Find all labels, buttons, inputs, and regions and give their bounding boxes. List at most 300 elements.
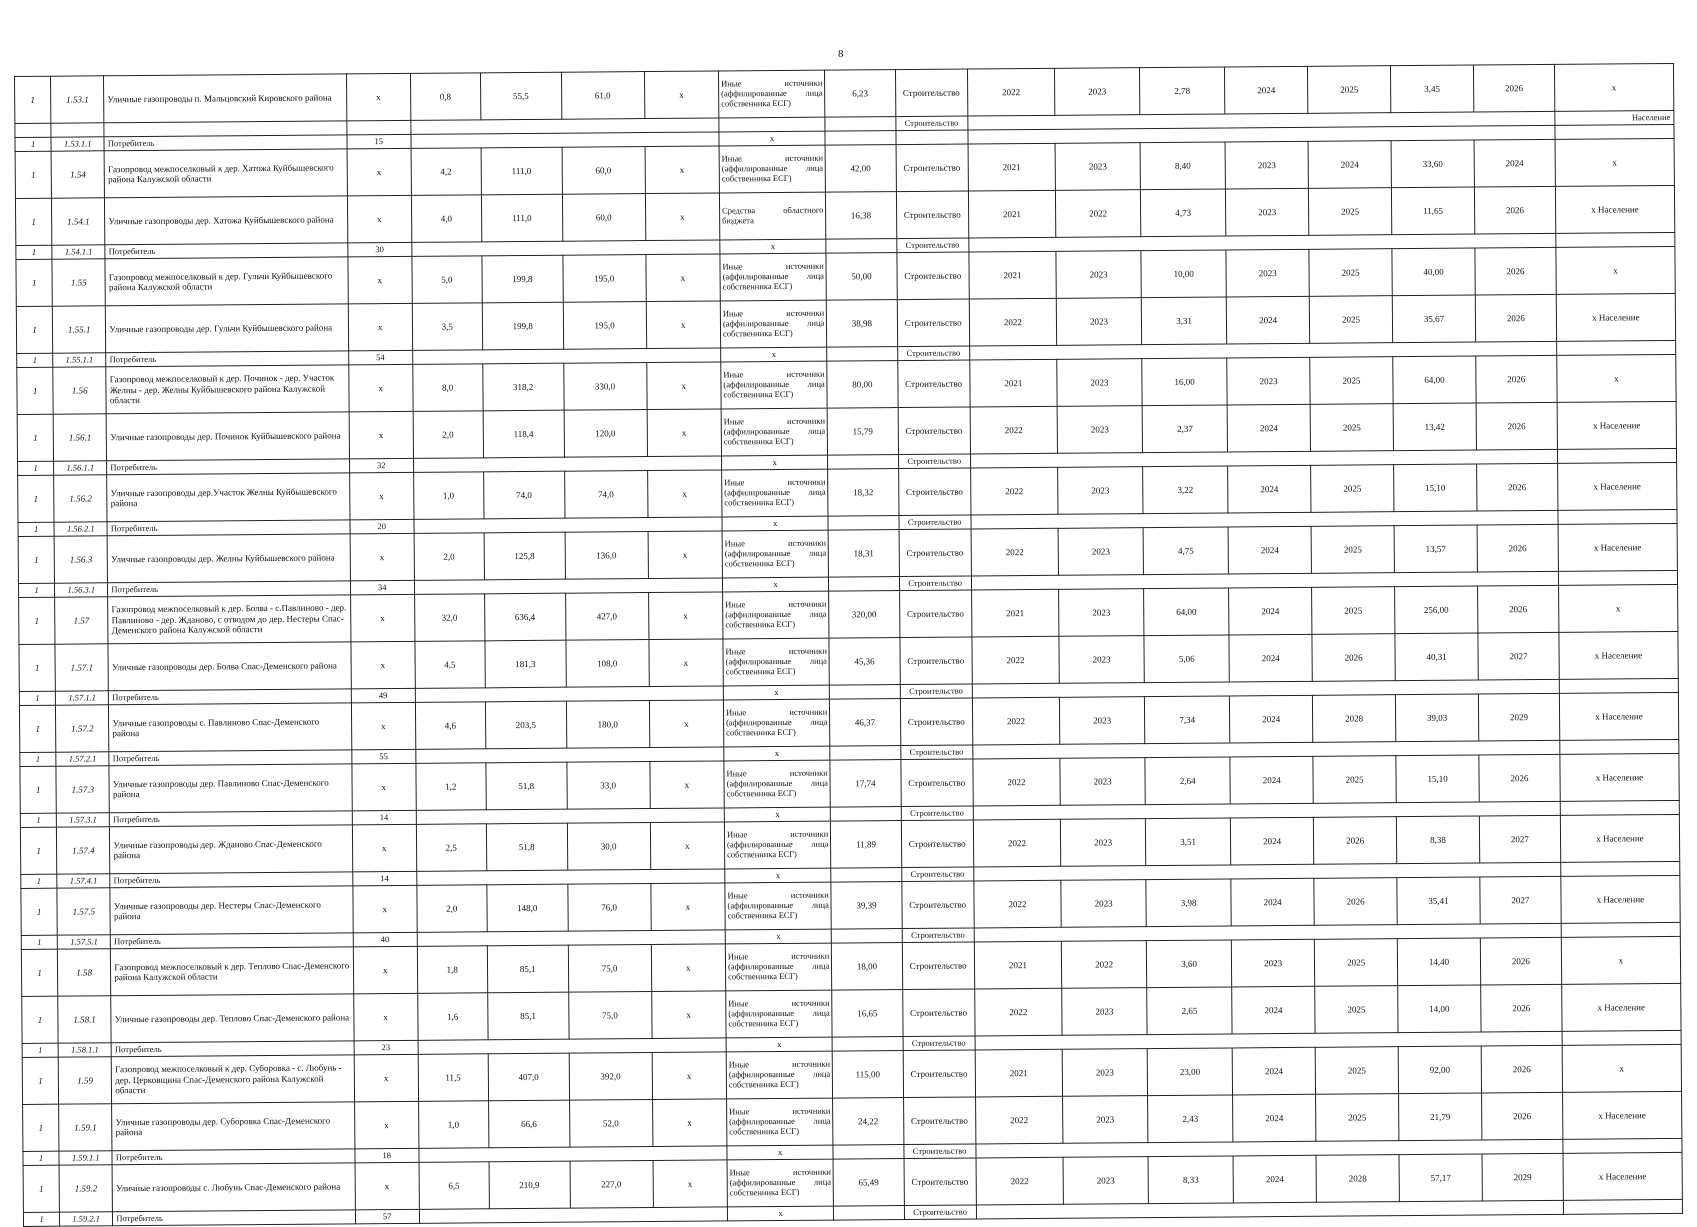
activity-type-cell: Строительство [901,820,974,868]
activity-type-cell: Строительство [901,806,973,821]
consumers-cell: x [347,148,411,195]
design-end-year-cell: 2023 [1060,758,1145,806]
design-cost-cell: 3,98 [1146,879,1231,927]
consumer-category-cell [1559,678,1678,693]
amount-cell: 18,00 [832,943,903,991]
capacity-cell: 195,0 [563,255,646,303]
page-number: 8 [838,48,844,60]
construction-cost-cell: 8,38 [1396,816,1479,864]
marker-cell: x [650,822,725,870]
construction-end-year-cell: 2028 [1312,695,1395,743]
object-name-cell: Уличные газопроводы дер. Суборовка Спас-Деменского района [112,1102,355,1151]
gas-volume-cell: 199,8 [482,255,563,303]
consumers-cell: x [352,763,416,810]
consumer-label-cell: Потребитель [108,581,351,597]
object-name-cell: Уличные газопроводы дер. Болва Спас-Деменского района [108,642,351,691]
item-number-cell: 1.57.2 [56,705,110,752]
marker-cell: x [648,639,723,687]
level-cell: 1 [20,752,56,766]
construction-cost-cell: 57,17 [1399,1154,1482,1202]
marker-cell: x [724,746,830,761]
commissioning-year-cell: 2026 [1476,355,1557,403]
consumer-count-cell: 57 [355,1209,419,1224]
design-cost-cell: 4,73 [1141,189,1226,237]
amount-cell: 45,36 [829,638,900,686]
consumer-label-cell: Потребитель [104,135,347,151]
design-cost-cell: 8,40 [1140,142,1225,190]
item-number-cell: 1.53.1 [51,76,105,123]
consumer-count-cell: 40 [353,932,417,947]
empty-cell [825,117,895,132]
consumer-category-cell [1560,739,1679,754]
marker-cell: x [651,991,726,1039]
capacity-cell: 427,0 [565,593,648,641]
level-cell: 1 [17,353,53,367]
funding-source-cell: Иные источники (аффилированные лица собственника ЕСГ) [725,882,832,930]
length-cell: 4,6 [415,702,486,750]
item-number-cell: 1.58 [58,949,112,996]
construction-end-year-cell: 2025 [1309,188,1392,236]
construction-cost-cell: 33,60 [1391,140,1474,188]
consumer-label-cell: Потребитель [113,1210,356,1226]
construction-end-year-cell: 2025 [1309,249,1392,297]
item-number-cell: 1.56.1 [53,414,107,461]
marker-cell: x [645,254,720,302]
design-cost-cell: 2,43 [1148,1095,1233,1143]
marker-cell: x [725,868,831,883]
consumer-category-cell: x Население [1559,692,1679,740]
consumers-cell: x [349,411,413,458]
item-number-cell: 1.57.4.1 [57,874,110,888]
gas-volume-cell: 85,1 [487,992,568,1040]
empty-cell [826,239,896,254]
marker-cell [719,117,825,132]
consumers-cell: x [354,993,418,1040]
capacity-cell: 195,0 [563,302,646,350]
gas-volume-cell: 111,0 [481,194,562,242]
marker-cell: x [651,944,726,992]
funding-source-cell: Иные источники (аффилированные лица собственника ЕСГ) [721,408,828,456]
consumer-count-cell: 30 [348,242,412,257]
item-number-cell: 1.57 [55,597,109,644]
capacity-cell: 60,0 [562,194,645,242]
empty-cell [833,1145,903,1160]
level-cell: 1 [18,475,55,522]
level-cell: 1 [20,766,57,813]
construction-start-year-cell: 2023 [1226,188,1309,236]
design-end-year-cell: 2023 [1059,636,1144,684]
funding-source-cell: Иные источники (аффилированные лица собственника ЕСГ) [724,760,831,808]
construction-start-year-cell: 2024 [1227,404,1310,452]
start-year-cell: 2022 [972,697,1060,745]
marker-cell: x [649,700,724,748]
consumer-label-cell: Потребитель [107,520,350,536]
item-number-cell: 1.55.1 [52,306,106,353]
object-name-cell: Газопровод межпоселковый к дер. Суборовка - с. Любунь - дер. Церковщина Спас-Деменского района Калужской области [112,1055,355,1104]
design-cost-cell: 10,00 [1141,250,1226,298]
activity-type-cell: Строительство [896,238,968,253]
consumer-count-cell: 14 [352,810,416,825]
construction-start-year-cell: 2023 [1226,249,1309,297]
activity-type-cell: Строительство [896,252,969,300]
capacity-cell: 61,0 [561,72,644,120]
start-year-cell: 2022 [975,988,1063,1036]
length-cell: 4,5 [415,641,486,689]
commissioning-year-cell: 2026 [1478,585,1559,633]
design-end-year-cell: 2022 [1061,941,1146,989]
funding-source-cell: Иные источники (аффилированные лица собственника ЕСГ) [723,591,830,639]
design-end-year-cell: 2023 [1061,880,1146,928]
consumer-count-cell: 18 [355,1148,419,1163]
item-number-cell: 1.58.1 [58,996,112,1043]
commissioning-year-cell: 2024 [1474,139,1555,187]
consumers-cell: x [347,195,411,242]
design-cost-cell: 2,37 [1142,405,1227,453]
activity-type-cell: Строительство [898,407,971,455]
construction-start-year-cell: 2024 [1229,634,1312,682]
capacity-cell: 33,0 [567,762,650,810]
consumer-count-cell: 15 [347,134,411,149]
start-year-cell: 2022 [970,406,1058,454]
object-name-cell: Уличные газопроводы дер. Нестеры Спас-Деменского района [110,886,353,935]
activity-type-cell: Строительство [903,1050,976,1098]
object-name-cell: Газопровод межпоселковый к дер. Теплово Спас-Деменского района Калужской области [111,947,354,996]
object-name-cell: Газопровод межпоселковый к дер. Починок - дер. Участок Желны - дер. Желны Куйбышевского района Калужской области [106,365,349,414]
item-number-cell: 1.57.5.1 [57,935,110,949]
gas-volume-cell: 55,5 [480,72,561,120]
consumer-category-cell [1563,1138,1682,1153]
length-cell: 32,0 [414,594,485,642]
design-cost-cell: 7,34 [1144,696,1229,744]
consumers-cell: x [348,303,412,350]
funding-source-cell: Иные источники (аффилированные лица собственника ЕСГ) [722,530,829,578]
level-cell: 1 [21,888,58,935]
marker-cell: x [648,531,723,579]
item-number-cell: 1.55 [52,259,106,306]
empty-cell [827,347,897,362]
start-year-cell: 2022 [971,528,1059,576]
design-end-year-cell: 2023 [1054,68,1139,116]
amount-cell: 11,89 [831,821,902,869]
design-cost-cell: 16,00 [1142,358,1227,406]
design-end-year-cell: 2023 [1057,406,1142,454]
object-name-cell: Уличные газопроводы дер. Жданово Спас-Деменского района [110,825,353,874]
length-cell: 1,0 [413,472,484,520]
design-cost-cell: 3,60 [1146,940,1231,988]
consumer-category-cell [1561,922,1680,937]
length-cell: 1,8 [417,946,488,994]
commissioning-year-cell: 2029 [1482,1153,1563,1201]
object-name-cell: Уличные газопроводы дер. Павлиново Спас-Деменского района [109,764,352,813]
gas-volume-cell: 210,9 [489,1161,570,1209]
marker-cell: x [646,362,721,410]
activity-type-cell: Строительство [900,759,973,807]
table-body [15,63,1683,1226]
construction-cost-cell: 35,41 [1397,877,1480,925]
activity-type-cell: Строительство [900,745,972,760]
length-cell: 2,0 [414,533,485,581]
start-year-cell: 2022 [972,636,1060,684]
consumer-category-cell: x [1556,246,1676,294]
construction-start-year-cell: 2024 [1228,526,1311,574]
start-year-cell: 2021 [970,359,1058,407]
amount-cell: 24,22 [833,1098,904,1146]
gas-volume-cell: 118,4 [483,410,564,458]
length-cell: 1,0 [418,1101,489,1149]
design-end-year-cell: 2023 [1063,1157,1148,1205]
level-cell: 1 [20,813,56,827]
empty-cell [830,685,900,700]
funding-source-cell: Иные источники (аффилированные лица собственника ЕСГ) [720,300,827,348]
amount-cell: 16,65 [832,990,903,1038]
marker-cell: x [646,301,721,349]
design-cost-cell: 2,78 [1140,67,1225,115]
design-cost-cell: 2,65 [1147,987,1232,1035]
item-number-cell: 1.56.2.1 [54,522,107,536]
gas-volume-cell: 85,1 [487,945,568,993]
object-name-cell: Газопровод межпоселковый к дер. Гульчи Куйбышевского района Калужской области [105,257,348,306]
activity-type-cell: Строительство [904,1205,976,1220]
construction-end-year-cell: 2025 [1312,587,1395,635]
construction-start-year-cell: 2024 [1232,1047,1315,1095]
design-end-year-cell: 2023 [1062,988,1147,1036]
level-cell: 1 [20,827,57,874]
length-cell: 3,5 [412,303,483,351]
gas-volume-cell: 66,6 [488,1100,569,1148]
consumers-cell: x [350,533,414,580]
level-cell: 1 [23,1212,59,1226]
consumer-label-cell: Потребитель [105,243,348,259]
item-number-cell: 1.58.1.1 [58,1043,111,1057]
activity-type-cell: Строительство [898,454,970,469]
activity-type-cell [895,130,967,145]
item-number-cell: 1.59 [58,1057,112,1104]
consumer-category-cell: x Население [1562,1091,1682,1139]
consumer-category-cell: x [1562,1044,1682,1092]
empty-cell [419,1207,727,1223]
construction-start-year-cell: 2024 [1226,296,1309,344]
gas-volume-cell: 148,0 [487,884,568,932]
item-number-cell: 1.57.3 [56,766,110,813]
gas-volume-cell: 407,0 [488,1053,569,1101]
marker-cell: x [653,1160,728,1208]
marker-cell: x [652,1099,727,1147]
construction-cost-cell: 14,40 [1397,938,1480,986]
gas-volume-cell: 51,8 [486,823,567,871]
activity-type-cell: Строительство [901,867,973,882]
consumer-count-cell: 23 [354,1040,418,1055]
level-cell: 1 [22,1043,58,1057]
consumers-cell: x [349,472,413,519]
construction-end-year-cell: 2028 [1316,1155,1399,1203]
marker-cell: x [719,131,825,146]
marker-cell: x [652,1052,727,1100]
construction-end-year-cell: 2026 [1312,634,1395,682]
funding-source-cell: Иные источники (аффилированные лица собственника ЕСГ) [719,145,826,193]
marker-cell: x [722,577,828,592]
amount-cell: 50,00 [826,253,897,301]
length-cell: 2,0 [416,885,487,933]
funding-source-cell: Иные источники (аффилированные лица собственника ЕСГ) [723,699,830,747]
consumers-cell: x [353,946,417,993]
activity-type-cell: Строительство [902,928,974,943]
design-cost-cell: 3,31 [1141,297,1226,345]
level-cell: 1 [23,1151,59,1165]
construction-cost-cell: 35,67 [1392,295,1475,343]
activity-type-cell: Строительство [902,989,975,1037]
amount-cell: 42,00 [825,145,896,193]
consumer-category-cell [1560,800,1679,815]
start-year-cell: 2021 [975,1049,1063,1097]
capacity-cell: 52,0 [569,1100,652,1148]
construction-start-year-cell: 2023 [1231,939,1314,987]
design-end-year-cell: 2023 [1059,589,1144,637]
marker-cell: x [722,516,828,531]
start-year-cell: 2022 [976,1157,1064,1205]
amount-cell: 6,23 [825,70,896,118]
consumer-category-cell [1556,340,1675,355]
design-cost-cell: 4,75 [1143,527,1228,575]
funding-source-cell: Иные источники (аффилированные лица собственника ЕСГ) [718,70,825,118]
construction-cost-cell: 39,03 [1395,694,1478,742]
level-cell: 1 [16,245,52,259]
gas-volume-cell: 199,8 [482,302,563,350]
construction-start-year-cell: 2024 [1230,695,1313,743]
consumer-count-cell: 54 [348,350,412,365]
construction-cost-cell: 40,00 [1392,248,1475,296]
construction-end-year-cell: 2025 [1311,465,1394,513]
marker-cell: x [720,239,826,254]
item-number-cell: 1.54 [51,151,105,198]
level-cell: 1 [22,1057,59,1104]
marker-cell: x [647,470,722,518]
length-cell: 11,5 [418,1054,489,1102]
commissioning-year-cell: 2026 [1476,402,1557,450]
consumer-category-cell [1556,232,1675,247]
consumer-count-cell: 55 [352,749,416,764]
construction-cost-cell: 14,00 [1398,985,1481,1033]
object-name-cell: Газопровод межпоселковый к дер. Болва - с.Павлиново - дер. Павлиново - дер. Жданово, с отводом до дер. Нестеры Спас-Деменского района Калужской области [108,595,351,644]
consumer-category-cell: x Население [1560,814,1680,862]
consumer-label-cell: Потребитель [109,750,352,766]
amount-cell: 17,74 [830,760,901,808]
funding-source-cell: Иные источники (аффилированные лица собственника ЕСГ) [722,469,829,517]
design-end-year-cell: 2023 [1058,528,1143,576]
item-number-cell: 1.54.1 [52,198,106,245]
level-cell: 1 [15,137,51,151]
consumer-category-cell: x [1557,354,1677,402]
design-end-year-cell: 2023 [1056,251,1141,299]
item-number-cell: 1.59.1.1 [59,1151,112,1165]
level-cell: 1 [17,367,54,414]
level-cell: 1 [15,76,52,123]
commissioning-year-cell: 2026 [1481,1045,1562,1093]
start-year-cell: 2022 [974,880,1062,928]
marker-cell: x [645,146,720,194]
item-number-cell: 1.57.4 [57,827,111,874]
activity-type-cell: Строительство [900,684,972,699]
capacity-cell: 120,0 [564,410,647,458]
funding-source-cell: Иные источники (аффилированные лица собственника ЕСГ) [721,361,828,409]
capacity-cell: 227,0 [570,1161,653,1209]
gas-volume-cell: 51,8 [486,762,567,810]
start-year-cell: 2021 [968,190,1056,238]
item-number-cell: 1.57.2.1 [56,752,109,766]
marker-cell: x [726,1037,832,1052]
consumer-label-cell: Потребитель [111,933,354,949]
consumer-category-cell [1558,570,1677,585]
construction-cost-cell: 15,10 [1396,755,1479,803]
start-year-cell: 2022 [969,298,1057,346]
amount-cell: 80,00 [827,361,898,409]
activity-type-cell: Строительство [900,698,973,746]
construction-end-year-cell: 2025 [1315,1047,1398,1095]
consumer-category-cell: x Население [1563,1152,1683,1200]
consumer-count-cell: 14 [353,871,417,886]
consumers-cell: x [354,1054,418,1101]
consumer-category-cell: x Население [1561,875,1681,923]
construction-end-year-cell: 2026 [1314,878,1397,926]
consumer-category-cell [1563,1199,1682,1214]
marker-cell: x [647,409,722,457]
level-cell: 1 [18,522,54,536]
gas-volume-cell: 318,2 [483,363,564,411]
activity-type-cell: Строительство [899,637,972,685]
capacity-cell: 180,0 [566,701,649,749]
empty-cell [831,868,901,883]
start-year-cell: 2022 [970,467,1058,515]
level-cell: 1 [23,1165,60,1212]
consumer-category-cell: x Население [1556,293,1676,341]
level-cell: 1 [18,583,54,597]
activity-type-cell: Строительство [897,299,970,347]
gas-volume-cell: 636,4 [484,593,565,641]
commissioning-year-cell: 2029 [1478,693,1559,741]
consumer-category-cell: x [1554,63,1674,111]
object-name-cell: Уличные газопроводы с. Павлиново Спас-Деменского района [109,703,352,752]
consumer-category-cell: x [1561,936,1681,984]
level-cell: 1 [18,536,55,583]
consumers-cell: x [349,364,413,411]
empty-cell [832,1037,902,1052]
marker-cell: x [645,193,720,241]
level-cell: 1 [15,198,52,245]
design-cost-cell: 5,06 [1144,635,1229,683]
funding-source-cell: Иные источники (аффилированные лица собственника ЕСГ) [725,943,832,991]
design-end-year-cell: 2023 [1062,1049,1147,1097]
consumer-category-cell [1557,448,1676,463]
consumer-count-cell: 49 [351,688,415,703]
marker-cell: x [648,592,723,640]
amount-cell: 38,98 [827,300,898,348]
commissioning-year-cell: 2027 [1479,815,1560,863]
level-cell: 1 [16,306,53,353]
consumer-label-cell: Потребитель [109,689,352,705]
level-cell: 1 [19,597,56,644]
level-cell: 1 [19,644,56,691]
consumer-label-cell: Потребитель [106,351,349,367]
object-name-cell: Уличные газопроводы п. Мальцовский Кировского района [104,74,347,123]
consumers-cell: x [350,594,414,641]
item-number-cell: 1.55.1.1 [53,353,106,367]
start-year-cell: 2022 [973,819,1061,867]
level-cell [15,123,51,137]
construction-start-year-cell: 2023 [1225,141,1308,189]
activity-type-cell: Строительство [897,346,969,361]
funding-source-cell: Иные источники (аффилированные лица собственника ЕСГ) [727,1098,834,1146]
amount-cell: 320,00 [829,591,900,639]
object-name-cell: Уличные газопроводы дер. Хатожа Куйбышевского района [105,196,348,245]
